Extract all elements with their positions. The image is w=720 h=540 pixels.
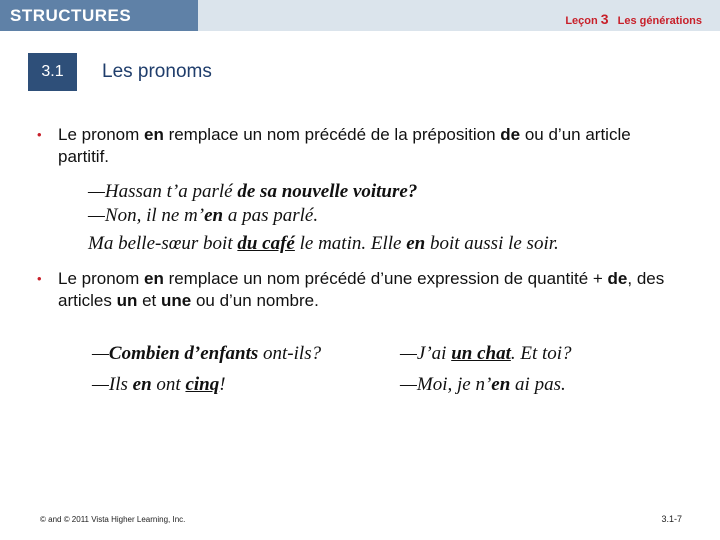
lesson-label — [565, 11, 702, 27]
page-number: 3.1-7 — [661, 514, 682, 524]
example2-left-line2: —Ils en ont cinq! — [92, 374, 226, 395]
bullet-icon: • — [37, 271, 42, 286]
header-bar — [0, 0, 720, 31]
lesson-title: Les générations — [617, 15, 702, 27]
lesson-number: 3 — [600, 11, 609, 27]
section-title: Les pronoms — [102, 61, 212, 82]
example1-line2: —Non, il ne m’en a pas parlé. — [88, 205, 319, 226]
bullet-icon: • — [37, 127, 42, 142]
copyright-notice: © and © 2011 Vista Higher Learning, Inc. — [40, 515, 186, 524]
example1-line1: —Hassan t’a parlé de sa nouvelle voiture? — [88, 181, 418, 202]
section-number-box: 3.1 — [28, 53, 77, 91]
example2-right-line1: —J’ai un chat. Et toi? — [400, 343, 572, 364]
lesson-word: Leçon — [565, 15, 598, 27]
brand-title: STRUCTURES — [10, 6, 132, 25]
example2-left-line1: —Combien d’enfants ont-ils? — [92, 343, 322, 364]
bullet-point-1: • Le pronom en remplace un nom précédé de la préposition de ou d’un article partitif. — [37, 125, 631, 166]
bullet-point-2: • Le pronom en remplace un nom précédé d’une expression de quantité + de, des articles un et une ou d’un nombre. — [37, 269, 665, 310]
header-brand-panel — [0, 0, 198, 31]
example2-right-line2: —Moi, je n’en ai pas. — [400, 374, 566, 395]
example1-line3: Ma belle-sœur boit du café le matin. Elle en boit aussi le soir. — [88, 233, 559, 254]
